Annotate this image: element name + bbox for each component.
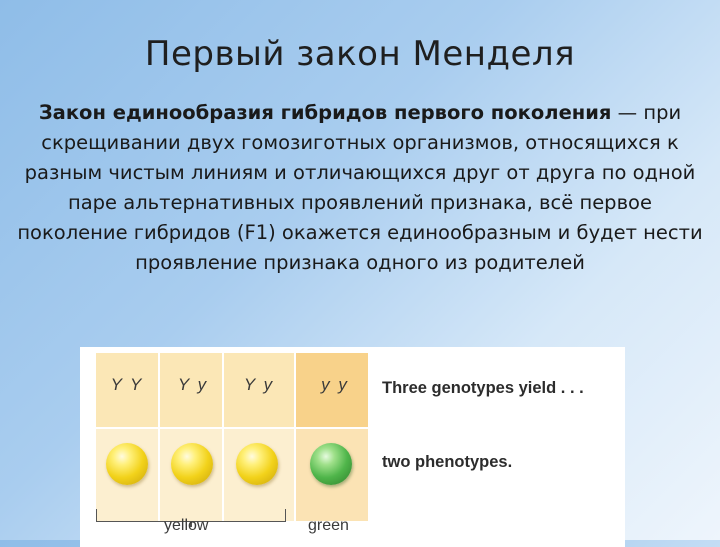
green-pea-icon (310, 443, 352, 485)
yellow-pea-icon (171, 443, 213, 485)
genotype-label: Y y (177, 375, 209, 394)
genotype-label: y y (321, 375, 349, 394)
phenotype-label-green: green (308, 517, 349, 534)
yellow-pea-icon (106, 443, 148, 485)
slide-title: Первый закон Менделя (144, 34, 576, 74)
genotype-phenotype-figure (80, 347, 625, 547)
genotype-label: Y y (243, 375, 275, 394)
genotypes-caption: Three genotypes yield . . . (382, 379, 584, 397)
law-name: Закон единообразия гибридов первого поколения (38, 101, 612, 124)
law-description (10, 98, 710, 278)
phenotype-label-yellow: yellow (164, 517, 209, 534)
genotype-label: Y Y (110, 375, 144, 394)
phenotypes-caption: two phenotypes. (382, 453, 513, 471)
yellow-pea-icon (236, 443, 278, 485)
law-text: — при скрещивании двух гомозиготных организмов, относящихся к разным чистым линиям и отличающихся друг от друга по одной паре альтернативных проявлений признака, всё первое поколение гибридов (F1) окажется единообразным и будет нести проявление признака одного из родителей (17, 101, 703, 274)
